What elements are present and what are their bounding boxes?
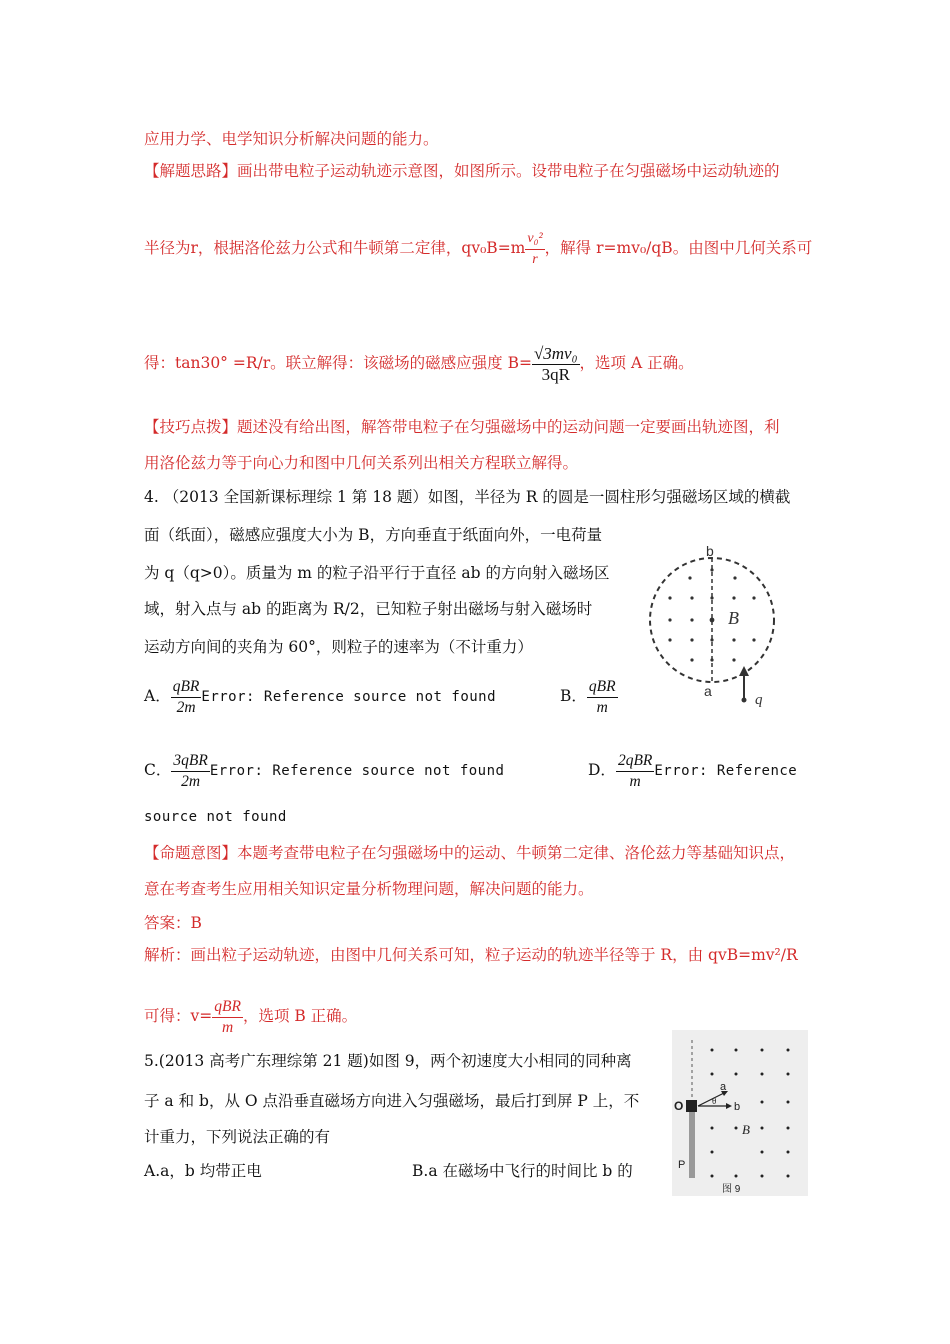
fraction-denominator: 2m [176, 698, 196, 716]
magnetic-field-circle-figure [640, 540, 790, 710]
question-line: 面（纸面），磁感应强度大小为 B，方向垂直于纸面向外，一电荷量 [144, 526, 603, 544]
fraction [587, 677, 618, 718]
text-segment: 半径为r，根据洛伦兹力公式和牛顿第二定律，qv₀B=m [144, 239, 526, 257]
fraction-numerator: v₀² [525, 229, 544, 250]
figure-9 [672, 1030, 808, 1196]
label-b: b [706, 543, 714, 559]
label-q: q [755, 692, 763, 708]
fraction-denominator: m [221, 1018, 234, 1036]
screen-P [689, 1110, 695, 1178]
text-line: 解析：画出粒子运动轨迹，由图中几何关系可知，粒子运动的轨迹半径等于 R，由 qvB=mv²/R [144, 946, 798, 964]
fraction-numerator: 2qBR [616, 751, 654, 772]
label-O: O [674, 1099, 684, 1113]
fraction-denominator: 2m [181, 772, 201, 790]
text-line: 应用力学、电学知识分析解决问题的能力。 [144, 130, 439, 148]
text-line [144, 340, 694, 386]
text-line: 【命题意图】本题考查带电粒子在匀强磁场中的运动、牛顿第二定律、洛伦兹力等基础知识点， [144, 844, 796, 862]
label-P: P [678, 1159, 686, 1171]
option-label: A． [144, 687, 171, 705]
fraction [616, 751, 654, 792]
error-text: Error: Reference source not found [209, 763, 505, 779]
option-c [144, 750, 504, 792]
option-a [144, 676, 496, 718]
fraction-numerator: qBR [212, 997, 243, 1018]
error-text: source not found [144, 809, 287, 825]
answer-line: 答案：B [144, 914, 202, 932]
fraction-numerator: √3mv₀ [533, 343, 578, 363]
text-line [144, 996, 357, 1038]
arrow-head [739, 666, 749, 676]
text-segment: ，解得 r=mv₀/qB。由图中几何关系可 [544, 239, 813, 257]
particle-dot [742, 698, 747, 703]
fraction-denominator: m [596, 698, 608, 716]
error-text: Error: Reference source not found [201, 689, 497, 705]
question-line: 计重力，下列说法正确的有 [144, 1128, 331, 1146]
label-B: B [728, 608, 739, 628]
option-a: A.a，b 均带正电 [144, 1162, 262, 1180]
figure-caption: 图 9 [722, 1184, 741, 1195]
fraction [171, 751, 209, 792]
question-line: 域，射入点与 ab 的距离为 R/2，已知粒子射出磁场与射入磁场时 [144, 600, 593, 618]
option-b [560, 676, 618, 718]
fraction [171, 677, 202, 718]
label-B: B [742, 1122, 750, 1137]
text-line: 意在考查考生应用相关知识定量分析物理问题，解决问题的能力。 [144, 880, 594, 898]
fraction-denominator: 3qR [541, 364, 570, 384]
source-O [686, 1100, 697, 1112]
question-line: 子 a 和 b，从 O 点沿垂直磁场方向进入匀强磁场，最后打到屏 P 上，不 [144, 1092, 640, 1110]
text-segment: 得：tan30° =R/r。联立解得：该磁场的磁感应强度 B= [144, 354, 532, 372]
fraction-denominator: m [629, 772, 641, 790]
fraction [212, 997, 243, 1038]
error-text: Error: Reference [654, 763, 798, 779]
text-line: 用洛伦兹力等于向心力和图中几何关系列出相关方程联立解得。 [144, 454, 579, 472]
fraction-numerator: qBR [171, 677, 202, 698]
question-line: 5.(2013 高考广东理综第 21 题)如图 9，两个初速度大小相同的同种离 [144, 1052, 632, 1070]
text-line [144, 228, 812, 270]
label-a: a [704, 683, 712, 699]
text-line: 【解题思路】画出带电粒子运动轨迹示意图，如图所示。设带电粒子在匀强磁场中运动轨迹的 [144, 162, 780, 180]
text-line: 【技巧点拨】题述没有给出图，解答带电粒子在匀强磁场中的运动问题一定要画出轨迹图，利 [144, 418, 780, 436]
question-line: 4. （2013 全国新课标理综 1 第 18 题）如图，半径为 R 的圆是一圆柱形匀强磁场区域的横截 [144, 488, 791, 506]
question-line: 为 q（q>0）。质量为 m 的粒子沿平行于直径 ab 的方向射入磁场区 [144, 564, 610, 582]
label-theta: θ [712, 1096, 717, 1106]
fraction [532, 344, 580, 385]
option-label: D． [588, 761, 616, 779]
option-label: C． [144, 761, 172, 779]
text-segment: ，选项 A 正确。 [579, 354, 694, 372]
option-b: B.a 在磁场中飞行的时间比 b 的 [412, 1162, 633, 1180]
fraction [525, 229, 544, 270]
option-d [588, 750, 797, 792]
fraction-denominator: r [532, 251, 538, 267]
fraction-numerator: 3qBR [171, 751, 209, 772]
fraction-numerator: qBR [587, 677, 618, 698]
label-b: b [734, 1101, 741, 1113]
label-a: a [720, 1081, 727, 1093]
option-label: B． [560, 687, 587, 705]
question-line: 运动方向间的夹角为 60°，则粒子的速率为（不计重力） [144, 638, 533, 656]
text-segment: 可得：v= [144, 1007, 213, 1025]
text-segment: ，选项 B 正确。 [242, 1007, 358, 1025]
